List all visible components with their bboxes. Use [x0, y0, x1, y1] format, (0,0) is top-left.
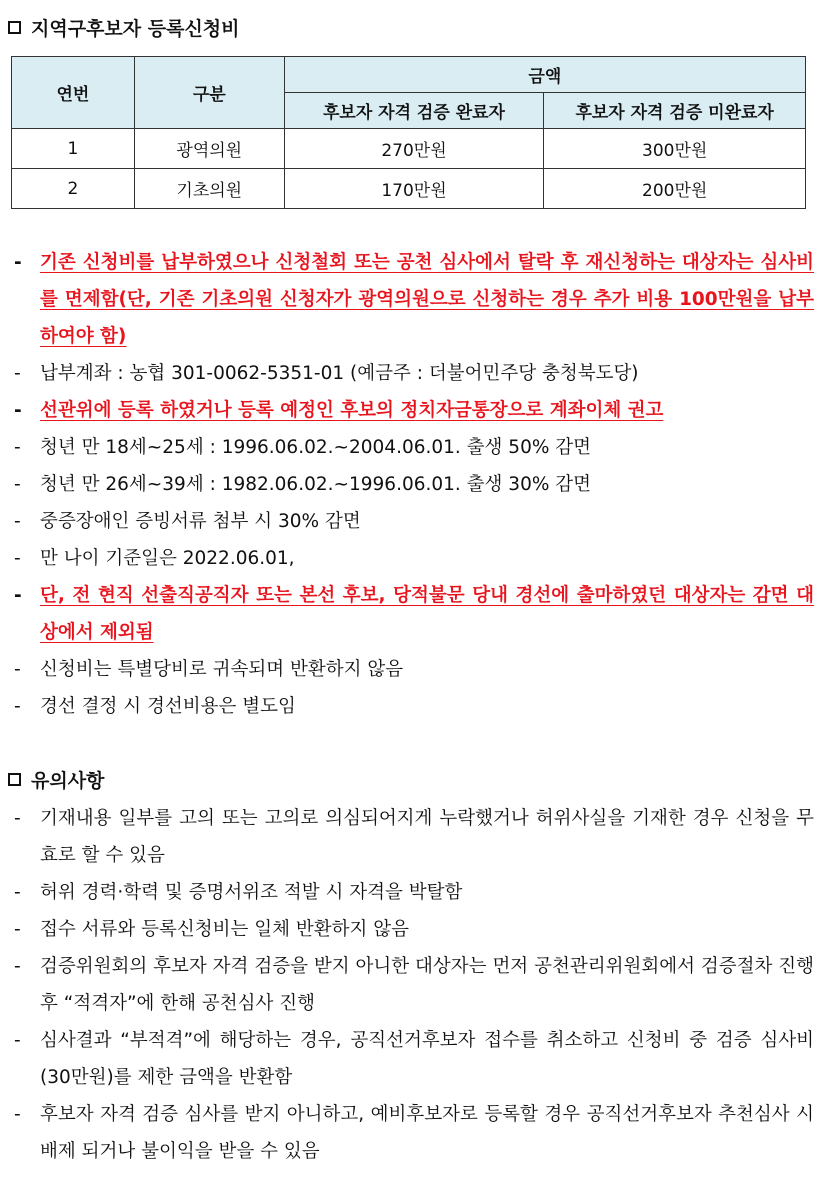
cell-verified-fee: 270만원	[284, 129, 544, 169]
cell-type: 광역의원	[134, 129, 284, 169]
cell-no: 2	[12, 169, 135, 209]
list-item: - 접수 서류와 등록신청비는 일체 반환하지 않음	[14, 919, 409, 940]
header-verified: 후보자 자격 검증 완료자	[284, 93, 544, 129]
cell-no: 1	[12, 129, 135, 169]
section-title-cautions	[8, 766, 104, 793]
list-item: - 경선 결정 시 경선비용은 별도임	[14, 696, 296, 717]
header-type: 구분	[134, 57, 284, 129]
list-item: - 신청비는 특별당비로 귀속되며 반환하지 않음	[14, 659, 404, 680]
list-item: - 선관위에 등록 하였거나 등록 예정인 후보의 정치자금통장으로 계좌이체 권고	[14, 400, 664, 421]
list-item: - 기존 신청비를 납부하였으나 신청철회 또는 공천 심사에서 탈락 후 재신청하는 대상자는 심사비를 면제함(단, 기존 기초의원 신청자가 광역의원으로 신청하는 경우 추가 비용 100만원을 납부하여야 함)	[14, 252, 814, 347]
list-item: - 중증장애인 증빙서류 첨부 시 30% 감면	[14, 511, 361, 532]
list-item: - 만 나이 기준일은 2022.06.01,	[14, 548, 295, 569]
list-item: - 허위 경력·학력 및 증명서위조 적발 시 자격을 박탈함	[14, 882, 463, 903]
cell-verified-fee: 170만원	[284, 169, 544, 209]
list-item: - 기재내용 일부를 고의 또는 고의로 의심되어지게 누락했거나 허위사실을 기재한 경우 신청을 무효로 할 수 있음	[14, 808, 814, 866]
list-item: - 후보자 자격 검증 심사를 받지 아니하고, 예비후보자로 등록할 경우 공직선거후보자 추천심사 시 배제 되거나 불이익을 받을 수 있음	[14, 1104, 814, 1162]
fee-notes-list	[14, 244, 814, 725]
checkbox-square-icon	[8, 21, 21, 34]
list-item: - 검증위원회의 후보자 자격 검증을 받지 아니한 대상자는 먼저 공천관리위원회에서 검증절차 진행 후 “적격자”에 한해 공천심사 진행	[14, 956, 814, 1014]
list-item: - 단, 전 현직 선출직공직자 또는 본선 후보, 당적불문 당내 경선에 출마하였던 대상자는 감면 대상에서 제외됨	[14, 585, 814, 643]
checkbox-square-icon	[8, 773, 21, 786]
list-item: - 청년 만 18세~25세 : 1996.06.02.~2004.06.01. 출생 50% 감면	[14, 437, 592, 458]
registration-fee-table	[11, 56, 806, 209]
cell-unverified-fee: 300만원	[544, 129, 806, 169]
header-unverified: 후보자 자격 검증 미완료자	[544, 93, 806, 129]
bank-account-text: 납부계좌 : 농협 301-0062-5351-01 (예금주 : 더불어민주당 충청북도당)	[40, 363, 639, 384]
cell-type: 기초의원	[134, 169, 284, 209]
table-row	[12, 169, 806, 209]
table-row	[12, 129, 806, 169]
list-item: - 청년 만 26세~39세 : 1982.06.02.~1996.06.01. 출생 30% 감면	[14, 474, 592, 495]
cautions-list	[14, 800, 814, 1170]
section-title-registration-fee	[8, 14, 240, 41]
cell-unverified-fee: 200만원	[544, 169, 806, 209]
header-no: 연번	[12, 57, 135, 129]
header-amount: 금액	[284, 57, 805, 93]
list-item: - 심사결과 “부적격”에 해당하는 경우, 공직선거후보자 접수를 취소하고 신청비 중 검증 심사비(30만원)를 제한 금액을 반환함	[14, 1030, 814, 1088]
section-title-text: 지역구후보자 등록신청비	[31, 18, 240, 40]
list-item: - 납부계좌 : 농협 301-0062-5351-01 (예금주 : 더불어민주당 충청북도당)	[14, 355, 814, 392]
section-title-text: 유의사항	[31, 770, 105, 792]
